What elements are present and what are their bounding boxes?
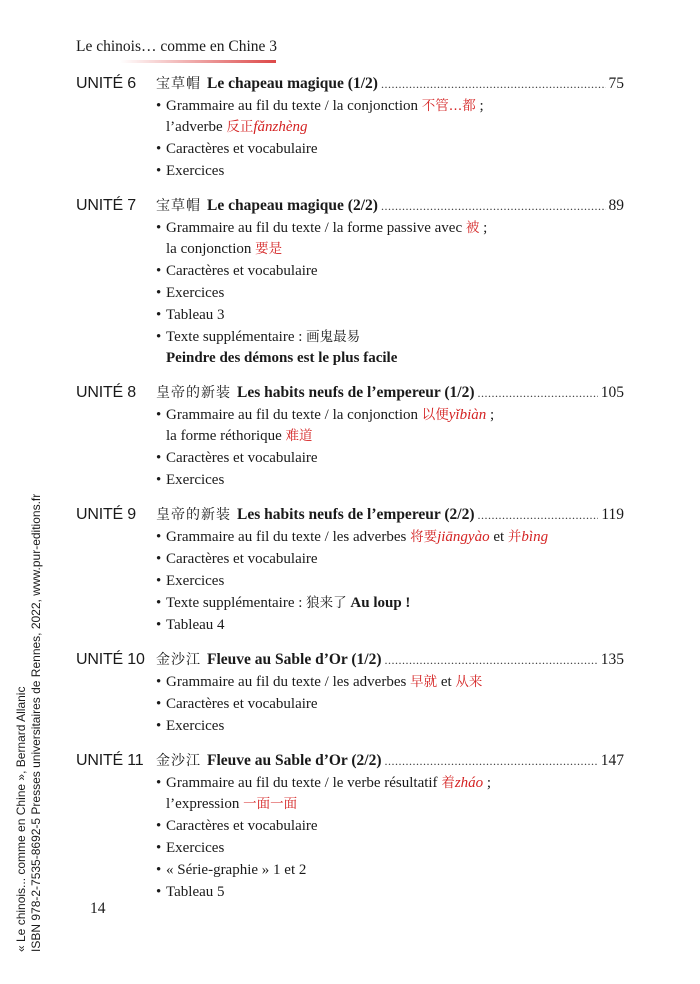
list-item: [156, 305, 624, 326]
dot-leader: [381, 77, 606, 92]
item-text: Exercices: [166, 573, 225, 589]
chinese-term: 将要: [410, 529, 438, 545]
list-item: [156, 882, 624, 903]
chinese-term: 不管…都: [421, 98, 476, 114]
list-item: [156, 549, 624, 570]
toc-entry[interactable]: [76, 382, 624, 404]
item-text: Exercices: [166, 285, 225, 301]
unit-label: UNITÉ 6: [76, 75, 136, 92]
unit-contents-list: [76, 218, 624, 369]
item-text: Grammaire au fil du texte / la conjonction: [166, 98, 422, 114]
item-text: Grammaire au fil du texte / les adverbes: [166, 674, 411, 690]
list-item: [156, 327, 624, 369]
unit-contents-list: [76, 672, 624, 737]
item-text: ;: [486, 407, 495, 423]
unit-label: UNITÉ 10: [76, 651, 145, 668]
pinyin: yǐbiàn: [448, 407, 487, 423]
item-text: Grammaire au fil du texte / les adverbes: [166, 529, 411, 545]
toc-entry[interactable]: [76, 504, 624, 526]
item-text: Grammaire au fil du texte / la forme passive avec: [166, 220, 466, 236]
chinese-term: 从来: [455, 674, 483, 690]
toc-entry[interactable]: [76, 195, 624, 217]
item-text: Caractères et vocabulaire: [166, 696, 318, 712]
item-text: Tableau 5: [166, 884, 225, 900]
unit-label: UNITÉ 9: [76, 506, 136, 523]
toc-entry[interactable]: [76, 73, 624, 95]
item-text: l’adverbe: [166, 119, 227, 135]
unit-chinese-title: 宝草帽: [156, 76, 201, 92]
unit-chinese-title: 金沙江: [156, 652, 201, 668]
unit-chinese-title: 宝草帽: [156, 198, 201, 214]
toc-unit: [76, 649, 624, 737]
list-item: [156, 672, 624, 693]
dot-leader: [478, 508, 599, 523]
unit-contents-list: [76, 96, 624, 182]
pinyin: bìng: [521, 529, 549, 545]
item-text: Exercices: [166, 718, 225, 734]
list-item: [156, 694, 624, 715]
unit-chinese-title: 皇帝的新装: [156, 507, 231, 523]
list-item: [156, 527, 624, 548]
chinese-term: 画鬼最易: [306, 329, 361, 345]
chinese-term: 着: [441, 775, 455, 791]
list-item: [156, 860, 624, 881]
list-item: [156, 571, 624, 592]
item-text: « Série-graphie » 1 et 2: [166, 862, 307, 878]
dot-leader: [385, 754, 598, 769]
chinese-term: 并: [507, 529, 522, 545]
unit-title: Le chapeau magique (2/2): [207, 197, 378, 214]
item-text: Caractères et vocabulaire: [166, 263, 318, 279]
item-text: ;: [475, 98, 484, 114]
unit-page-number: 89: [608, 197, 624, 214]
item-text: Exercices: [166, 840, 225, 856]
page-number: 14: [90, 900, 106, 917]
unit-label: UNITÉ 7: [76, 197, 136, 214]
list-item: [156, 716, 624, 737]
chinese-term: 以便: [421, 407, 449, 423]
toc-unit: [76, 750, 624, 903]
dot-leader: [381, 199, 606, 214]
item-text: Exercices: [166, 163, 225, 179]
item-text: et: [437, 674, 456, 690]
list-item: [156, 405, 624, 447]
item-text: et: [489, 529, 508, 545]
list-item: [156, 448, 624, 469]
item-text: Exercices: [166, 472, 225, 488]
sidebar-line-author: « Le chinois... comme en Chine », Bernard Allanic: [14, 686, 28, 952]
unit-title: Fleuve au Sable d’Or (2/2): [207, 752, 382, 769]
item-text: l’expression: [166, 796, 244, 812]
item-text: ;: [479, 220, 488, 236]
list-item: [156, 139, 624, 160]
unit-title: Les habits neufs de l’empereur (2/2): [237, 506, 475, 523]
chinese-term: 被: [465, 220, 480, 236]
chinese-term: 难道: [285, 428, 313, 444]
unit-label: UNITÉ 8: [76, 384, 136, 401]
item-text: Caractères et vocabulaire: [166, 450, 318, 466]
list-item: [156, 773, 624, 815]
pinyin: fǎnzhèng: [253, 119, 308, 135]
unit-contents-list: [76, 773, 624, 903]
list-item: [156, 470, 624, 491]
unit-contents-list: [76, 405, 624, 491]
table-of-contents: [76, 73, 624, 916]
unit-title: Fleuve au Sable d’Or (1/2): [207, 651, 382, 668]
item-text: ;: [483, 775, 492, 791]
item-text: Caractères et vocabulaire: [166, 551, 318, 567]
copyright-sidebar: [14, 494, 44, 952]
unit-page-number: 105: [600, 384, 624, 401]
chinese-term: 要是: [255, 241, 283, 257]
running-header: Le chinois… comme en Chine 3: [76, 38, 278, 55]
list-item: [156, 96, 624, 138]
item-text: Texte supplémentaire :: [166, 329, 307, 345]
item-text: Tableau 4: [166, 617, 225, 633]
dot-leader: [385, 653, 598, 668]
list-item: [156, 593, 624, 614]
unit-title: Le chapeau magique (1/2): [207, 75, 378, 92]
item-text: Peindre des démons est le plus facile: [166, 350, 398, 366]
item-text: la forme réthorique: [166, 428, 286, 444]
unit-page-number: 135: [600, 651, 624, 668]
list-item: [156, 816, 624, 837]
chinese-term: 早就: [410, 674, 438, 690]
unit-label: UNITÉ 11: [76, 752, 144, 769]
list-item: [156, 283, 624, 304]
toc-unit: [76, 195, 624, 369]
chinese-term: 一面一面: [243, 796, 298, 812]
list-item: [156, 615, 624, 636]
toc-unit: [76, 382, 624, 491]
unit-page-number: 147: [600, 752, 624, 769]
toc-entry[interactable]: [76, 649, 624, 671]
unit-page-number: 119: [601, 506, 624, 523]
item-text: Grammaire au fil du texte / la conjonction: [166, 407, 422, 423]
item-text: la conjonction: [166, 241, 256, 257]
unit-contents-list: [76, 527, 624, 636]
item-text: Caractères et vocabulaire: [166, 818, 318, 834]
list-item: [156, 261, 624, 282]
item-text: Grammaire au fil du texte / le verbe résultatif: [166, 775, 442, 791]
unit-chinese-title: 皇帝的新装: [156, 385, 231, 401]
toc-unit: [76, 73, 624, 182]
toc-unit: [76, 504, 624, 636]
unit-page-number: 75: [608, 75, 624, 92]
chinese-term: 反正: [226, 119, 254, 135]
item-text: Au loup !: [350, 595, 411, 611]
item-text: Caractères et vocabulaire: [166, 141, 318, 157]
list-item: [156, 218, 624, 260]
sidebar-line-isbn: ISBN 978-2-7535-8692-5 Presses universitaires de Rennes, 2022, www.pur-editions.fr: [29, 493, 43, 952]
pinyin: jiāngyào: [437, 529, 490, 545]
item-text: Tableau 3: [166, 307, 225, 323]
pinyin: zháo: [454, 775, 484, 791]
dot-leader: [478, 386, 598, 401]
toc-entry[interactable]: [76, 750, 624, 772]
unit-chinese-title: 金沙江: [156, 753, 201, 769]
list-item: [156, 161, 624, 182]
item-text: Texte supplémentaire :: [166, 595, 307, 611]
list-item: [156, 838, 624, 859]
chinese-term: 狼来了: [306, 595, 347, 611]
unit-title: Les habits neufs de l’empereur (1/2): [237, 384, 475, 401]
header-underline: [120, 60, 276, 63]
